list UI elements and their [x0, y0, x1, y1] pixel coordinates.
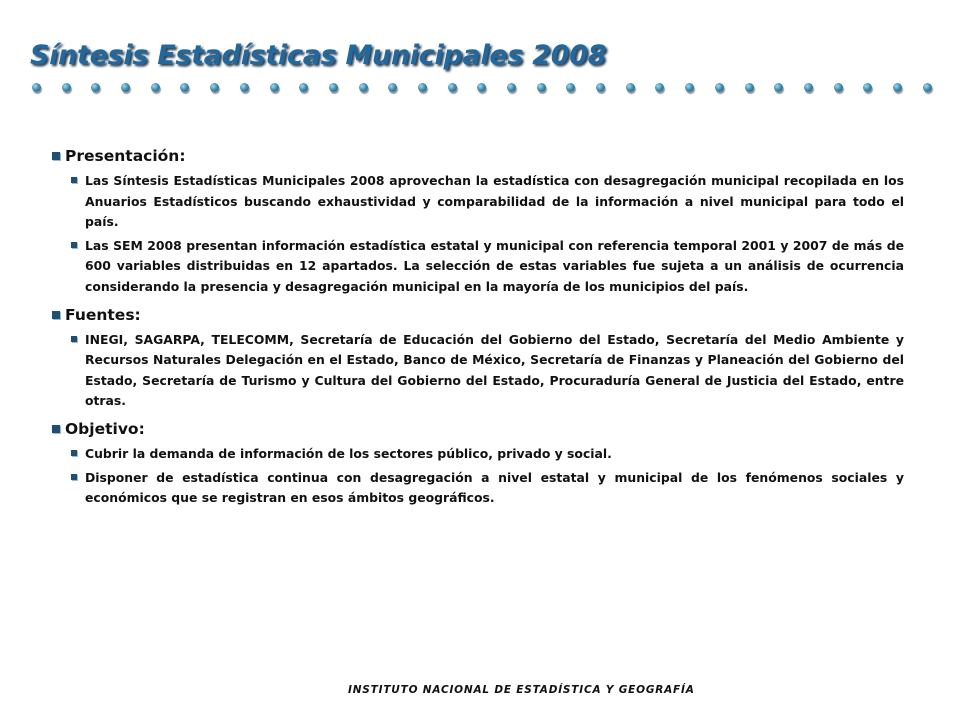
footer-institution: INSTITUTO NACIONAL DE ESTADÍSTICA Y GEOGRAFÍA	[348, 684, 695, 696]
square-bullet-icon	[71, 177, 77, 183]
divider-dot-icon	[566, 83, 575, 92]
section-presentacion	[52, 145, 904, 298]
bullet-list	[52, 171, 904, 298]
square-bullet-icon	[71, 450, 77, 456]
list-item	[85, 444, 904, 465]
divider-dot-icon	[537, 83, 546, 92]
divider-dot-icon	[32, 83, 41, 92]
divider-dot-icon	[893, 83, 902, 92]
divider-dot-icon	[418, 83, 427, 92]
divider-dot-icon	[745, 83, 754, 92]
divider-dot-icon	[477, 83, 486, 92]
divider-dot-icon	[774, 83, 783, 92]
divider-dot-icon	[448, 83, 457, 92]
square-bullet-icon	[71, 242, 77, 248]
divider-dot-icon	[507, 83, 516, 92]
square-bullet-icon	[52, 152, 60, 160]
square-bullet-icon	[71, 474, 77, 480]
divider-dot-icon	[270, 83, 279, 92]
bullet-list	[52, 330, 904, 412]
list-item-text: Las SEM 2008 presentan información estadística estatal y municipal con referencia temporal 2001 y 2007 de más de 600 variables distribuidas en 12 apartados. La selección de estas variables fue sujeta a un análisis de ocurrencia considerando la presencia y desagregación municipal en la mayoría de los municipios del país.	[85, 237, 904, 294]
square-bullet-icon	[52, 311, 60, 319]
list-item-text: INEGI, SAGARPA, TELECOMM, Secretaría de Educación del Gobierno del Estado, Secretaría del Medio Ambiente y Recursos Naturales Delegación en el Estado, Banco de México, Secretaría de Finanzas y Planeación del Gobierno del Estado, Secretaría de Turismo y Cultura del Gobierno del Estado, Procuraduría General de Justicia del Estado, entre otras.	[85, 331, 904, 409]
divider-dot-icon	[210, 83, 219, 92]
divider-dot-icon	[685, 83, 694, 92]
section-heading	[52, 418, 904, 440]
divider-dot-icon	[359, 83, 368, 92]
divider-dot-icon	[834, 83, 843, 92]
divider-dot-icon	[299, 83, 308, 92]
divider-dot-icon	[121, 83, 130, 92]
list-item	[85, 171, 904, 233]
list-item-text: Cubrir la demanda de información de los sectores público, privado y social.	[85, 445, 612, 461]
divider-dot-icon	[655, 83, 664, 92]
page-title: Síntesis Estadísticas Municipales 2008	[30, 40, 607, 71]
square-bullet-icon	[71, 336, 77, 342]
divider-dot-icon	[151, 83, 160, 92]
section-heading	[52, 145, 904, 167]
title-dot-divider	[32, 79, 932, 95]
divider-dot-icon	[62, 83, 71, 92]
list-item-text: Disponer de estadística continua con desagregación a nivel estatal y municipal de los fenómenos sociales y económicos que se registran en esos ámbitos geográficos.	[85, 469, 904, 506]
divider-dot-icon	[596, 83, 605, 92]
section-heading-text: Fuentes:	[65, 305, 141, 324]
list-item	[85, 330, 904, 412]
square-bullet-icon	[52, 425, 60, 433]
slide-content	[52, 145, 904, 515]
divider-dot-icon	[804, 83, 813, 92]
divider-dot-icon	[240, 83, 249, 92]
divider-dot-icon	[91, 83, 100, 92]
section-heading-text: Objetivo:	[65, 419, 145, 438]
section-heading	[52, 304, 904, 326]
divider-dot-icon	[863, 83, 872, 92]
list-item	[85, 468, 904, 509]
divider-dot-icon	[388, 83, 397, 92]
section-fuentes	[52, 304, 904, 412]
divider-dot-icon	[715, 83, 724, 92]
divider-dot-icon	[923, 83, 932, 92]
divider-dot-icon	[626, 83, 635, 92]
divider-dot-icon	[329, 83, 338, 92]
bullet-list	[52, 444, 904, 509]
section-heading-text: Presentación:	[65, 147, 186, 165]
list-item-text: Las Síntesis Estadísticas Municipales 2008 aprovechan la estadística con desagregación municipal recopilada en los Anuarios Estadísticos buscando exhaustividad y comparabilidad de la información a nivel municipal para todo el país.	[85, 173, 904, 230]
section-objetivo	[52, 418, 904, 509]
list-item	[85, 236, 904, 298]
divider-dot-icon	[180, 83, 189, 92]
